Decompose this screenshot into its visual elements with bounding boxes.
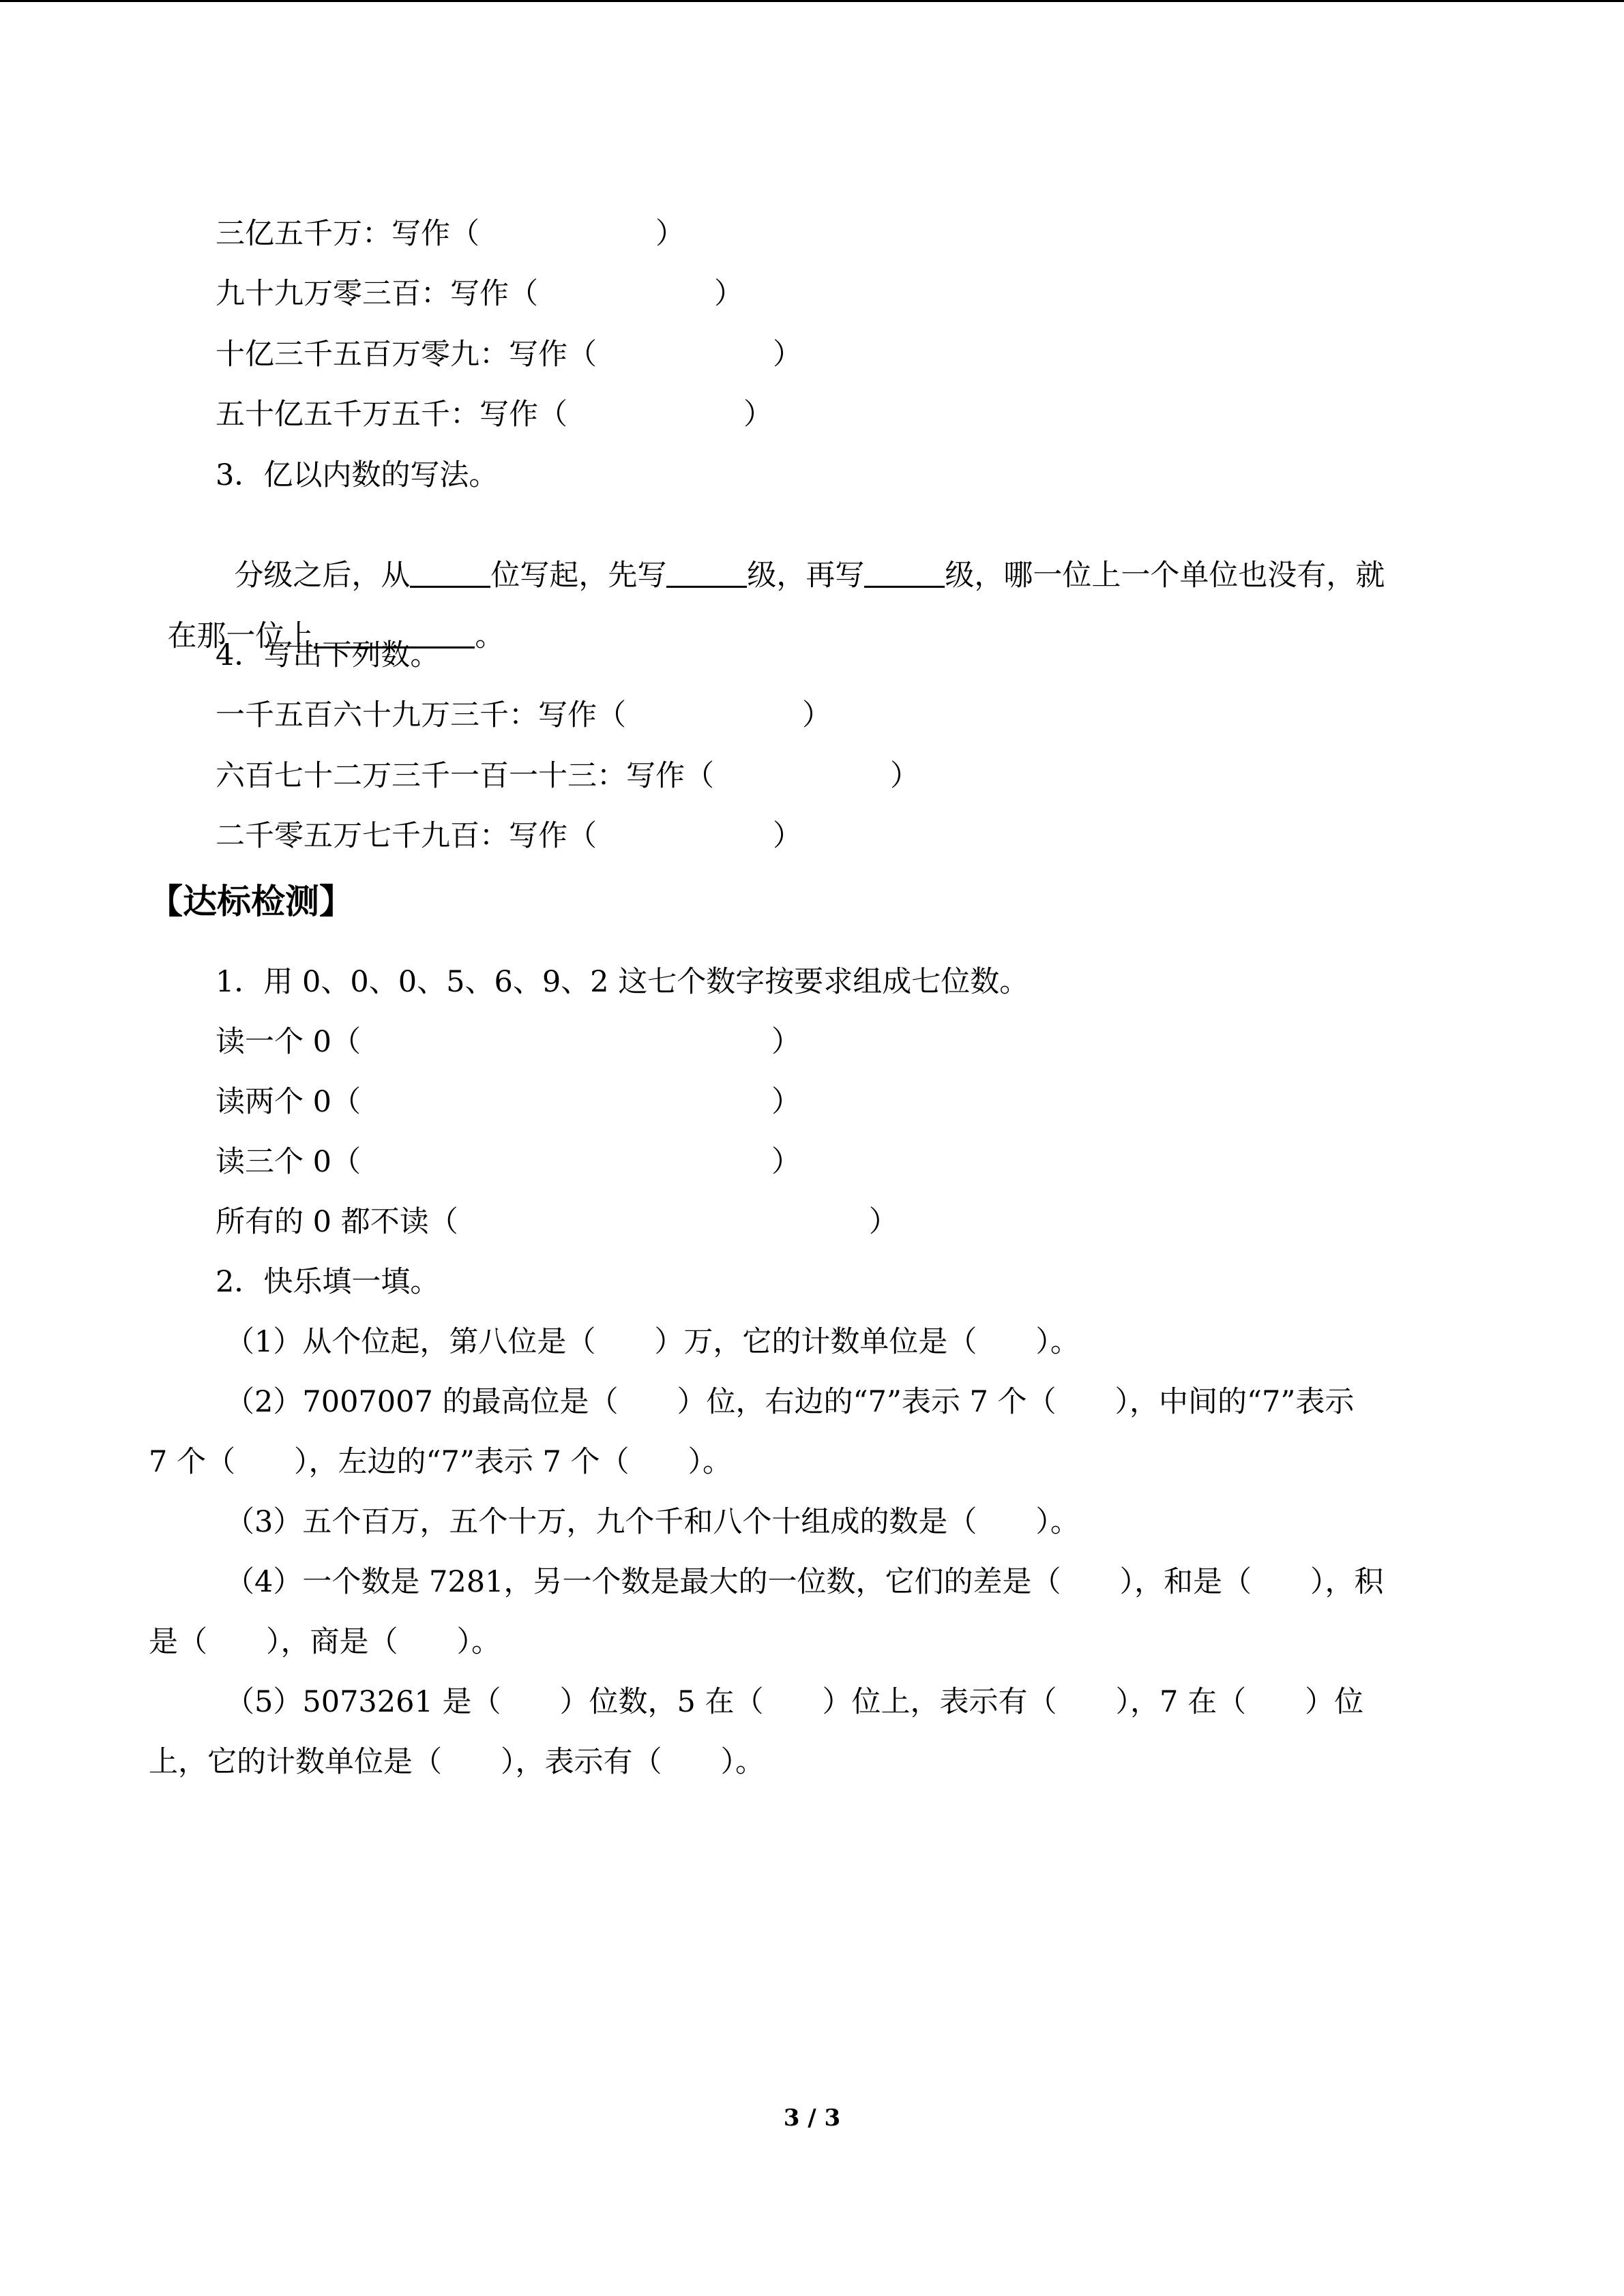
section-heading: 【达标检测】 <box>149 882 353 921</box>
q2-part-4-line-1: （4）一个数是 7281，另一个数是最大的一位数，它们的差是（ ），和是（ ），积 <box>225 1565 1384 1599</box>
fill-text-part-3: 级，再写 <box>747 558 865 593</box>
q1-item-1: 读一个 0（ ） <box>216 1025 801 1059</box>
page-number: 3 / 3 <box>783 2104 841 2132</box>
section-4-item-2: 六百七十二万三千一百一十三：写作（ ） <box>216 759 919 793</box>
top-border-rule <box>0 0 1624 2</box>
section-3-title: 3．亿以内数的写法。 <box>216 458 499 492</box>
section-4-item-1: 一千五百六十九万三千：写作（ ） <box>216 698 831 732</box>
q2-part-3: （3）五个百万，五个十万，九个千和八个十组成的数是（ ）。 <box>225 1505 1080 1539</box>
section-4-item-3: 二千零五万七千九百：写作（ ） <box>216 819 802 853</box>
q2-part-5-line-1: （5）5073261 是（ ）位数，5 在（ ）位上，表示有（ ），7 在（ ）位 <box>225 1685 1364 1719</box>
fill-text-part-2: 位写起，先写 <box>490 558 667 593</box>
fill-text-part-1: 分级之后，从 <box>234 558 411 593</box>
q1-item-2: 读两个 0（ ） <box>216 1085 801 1119</box>
write-item-3: 十亿三千五百万零九：写作（ ） <box>216 338 802 372</box>
q1-item-4: 所有的 0 都不读（ ） <box>216 1205 898 1239</box>
q2-part-5-line-2: 上，它的计数单位是（ ），表示有（ ）。 <box>149 1745 765 1779</box>
q2-part-4-line-2: 是（ ），商是（ ）。 <box>149 1625 501 1659</box>
fill-text-part-4: 级，哪一位上一个单位也没有，就 <box>945 558 1385 593</box>
write-item-1: 三亿五千万：写作（ ） <box>216 217 685 251</box>
section-4-title: 4．写出下列数。 <box>216 638 440 672</box>
fill-text-suffix: 。 <box>475 619 505 653</box>
fill-text-prefix: 在那一位上 <box>167 619 314 653</box>
q2-part-1: （1）从个位起，第八位是（ ）万，它的计数单位是（ ）。 <box>225 1325 1080 1359</box>
write-item-2: 九十九万零三百：写作（ ） <box>216 277 743 311</box>
q2-part-2-line-2: 7 个（ ），左边的“7”表示 7 个（ ）。 <box>149 1445 733 1479</box>
q2-part-2-line-1: （2）7007007 的最高位是（ ）位，右边的“7”表示 7 个（ ），中间的“7”表示 <box>225 1385 1355 1419</box>
write-item-4: 五十亿五千万五千：写作（ ） <box>216 398 773 432</box>
q1-title: 1．用 0、0、0、5、6、9、2 这七个数字按要求组成七位数。 <box>216 965 1029 999</box>
q2-title: 2．快乐填一填。 <box>216 1265 440 1299</box>
q1-item-3: 读三个 0（ ） <box>216 1145 801 1179</box>
